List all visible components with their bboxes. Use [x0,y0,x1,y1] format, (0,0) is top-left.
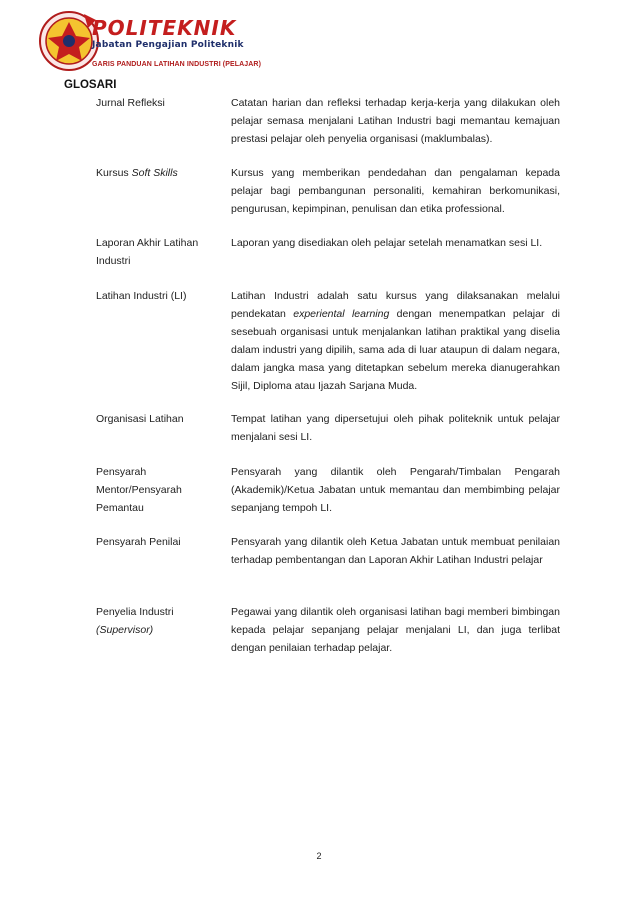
glossary-entry [96,234,560,287]
glossary-definition: Pensyarah yang dilantik oleh Ketua Jabatan untuk membuat penilaian terhadap pembentangan dan Laporan Akhir Latihan Industri pelajar [231,536,560,566]
glossary-term: Organisasi Latihan [96,413,184,425]
glossary-definition: Pegawai yang dilantik oleh organisasi latihan bagi memberi bimbingan kepada pelajar sepanjang pelajar menjalani LI, dan juga terlibat dengan penilaian terhadap pelajar. [231,606,560,654]
glossary-definition: Latihan Industri adalah satu kursus yang dilaksanakan melalui pendekatan experiental learning dengan menempatkan pelajar di sesebuah organisasi untuk menjalankan latihan praktikal yang diselia dalam industri yang dipilih, sama ada di luar ataupun di dalam negara, dalam jangka masa yang ditetapkan sebelum mereka dianugerahkan Sijil, Diploma atau Ijazah Sarjana Muda. [231,290,560,392]
glossary-definition: Pensyarah yang dilantik oleh Pengarah/Timbalan Pengarah (Akademik)/Ketua Jabatan untuk memantau dan membimbing pelajar sepanjang tempoh LI. [231,466,560,514]
glossary-entry [96,94,560,164]
politeknik-seal-logo [38,10,100,72]
glossary-term: Penyelia Industri (Supervisor) [96,606,174,636]
section-title: GLOSARI [64,79,117,91]
glossary-term: Latihan Industri (LI) [96,290,187,302]
glossary-definition: Laporan yang disediakan oleh pelajar setelah menamatkan sesi LI. [231,237,543,249]
glossary-definition: Tempat latihan yang dipersetujui oleh pihak politeknik untuk pelajar menjalani sesi LI. [231,413,560,443]
brand-name: POLITEKNIK [92,16,237,40]
glossary-definition: Catatan harian dan refleksi terhadap kerja-kerja yang dilakukan oleh pelajar semasa menjalani Latihan Industri bagi memantau kemajuan prestasi pelajar oleh penyelia organisasi (maklumbalas). [231,97,560,145]
glossary-term: Kursus Soft Skills [96,167,178,179]
glossary-entry [96,533,560,603]
document-header-title: GARIS PANDUAN LATIHAN INDUSTRI (PELAJAR) [92,61,262,68]
glossary-entry [96,463,560,533]
glossary-term: Laporan Akhir Latihan Industri [96,237,199,267]
brand-block [92,18,244,50]
glossary-entry [96,410,560,463]
glossary-definition: Kursus yang memberikan pendedahan dan pengalaman kepada pelajar bagi pembangunan personaliti, kemahiran berkomunikasi, pengurusan, kepimpinan, penulisan dan etika professional. [231,167,560,215]
glossary-term: Pensyarah Penilai [96,536,181,548]
page-number: 2 [316,851,322,861]
glossary-list [96,94,560,673]
glossary-term: Pensyarah Mentor/Pensyarah Pemantau [96,466,182,514]
glossary-entry [96,287,560,410]
glossary-entry [96,603,560,673]
glossary-entry [96,164,560,234]
brand-subtitle: Jabatan Pengajian Politeknik [92,40,244,50]
glossary-term: Jurnal Refleksi [96,97,165,109]
